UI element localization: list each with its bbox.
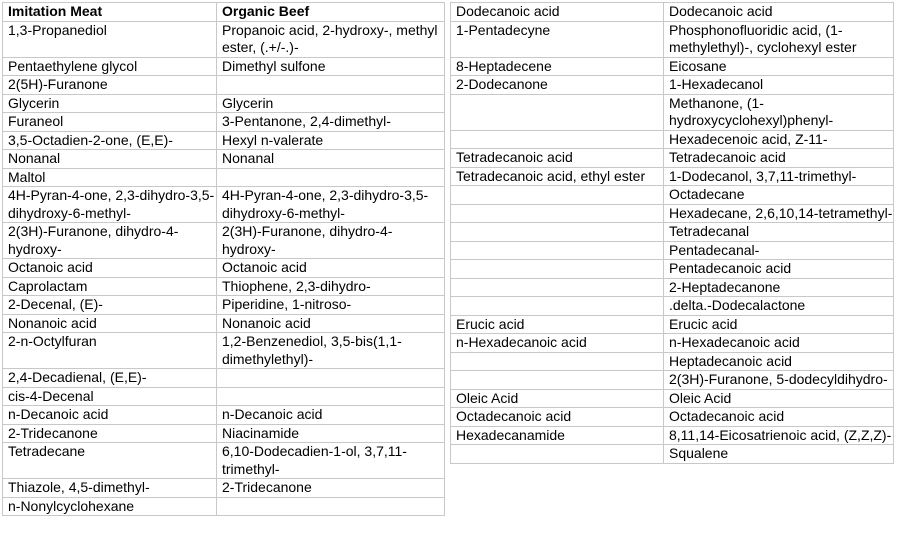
imitation-meat-cell: Octadecanoic acid bbox=[451, 408, 664, 427]
organic-beef-cell: .delta.-Dodecalactone bbox=[664, 297, 894, 316]
organic-beef-cell: Hexadecenoic acid, Z-11- bbox=[664, 130, 894, 149]
table-row bbox=[3, 223, 445, 259]
table-row bbox=[451, 3, 894, 22]
table-row bbox=[3, 94, 445, 113]
organic-beef-cell: Octadecanoic acid bbox=[664, 408, 894, 427]
organic-beef-cell: Pentadecanal- bbox=[664, 241, 894, 260]
table-row bbox=[3, 277, 445, 296]
table-row bbox=[3, 333, 445, 369]
organic-beef-cell bbox=[217, 76, 445, 95]
organic-beef-cell: n-Decanoic acid bbox=[217, 406, 445, 425]
organic-beef-cell: Propanoic acid, 2-hydroxy-, methyl ester, (.+/-.)- bbox=[217, 21, 445, 57]
organic-beef-cell: Pentadecanoic acid bbox=[664, 260, 894, 279]
imitation-meat-cell: 2(3H)-Furanone, dihydro-4-hydroxy- bbox=[3, 223, 217, 259]
table-row bbox=[451, 130, 894, 149]
table-row bbox=[3, 259, 445, 278]
imitation-meat-cell bbox=[451, 445, 664, 464]
table-row bbox=[3, 187, 445, 223]
imitation-meat-cell: 4H-Pyran-4-one, 2,3-dihydro-3,5-dihydroxy-6-methyl- bbox=[3, 187, 217, 223]
organic-beef-cell: Squalene bbox=[664, 445, 894, 464]
table-row bbox=[451, 76, 894, 95]
imitation-meat-cell bbox=[451, 371, 664, 390]
table-row bbox=[451, 334, 894, 353]
imitation-meat-cell: 2,4-Decadienal, (E,E)- bbox=[3, 369, 217, 388]
table-row bbox=[451, 167, 894, 186]
organic-beef-cell: 1-Dodecanol, 3,7,11-trimethyl- bbox=[664, 167, 894, 186]
organic-beef-cell: Dodecanoic acid bbox=[664, 3, 894, 22]
table-row bbox=[3, 21, 445, 57]
table-row bbox=[451, 223, 894, 242]
table-header-row bbox=[3, 3, 445, 22]
imitation-meat-cell bbox=[451, 186, 664, 205]
imitation-meat-cell bbox=[451, 130, 664, 149]
imitation-meat-cell bbox=[451, 204, 664, 223]
table-row bbox=[3, 479, 445, 498]
organic-beef-cell: Nonanoic acid bbox=[217, 314, 445, 333]
organic-beef-cell: Glycerin bbox=[217, 94, 445, 113]
table-row bbox=[451, 352, 894, 371]
imitation-meat-cell: cis-4-Decenal bbox=[3, 387, 217, 406]
imitation-meat-cell: Dodecanoic acid bbox=[451, 3, 664, 22]
table-row bbox=[451, 371, 894, 390]
organic-beef-cell: Dimethyl sulfone bbox=[217, 57, 445, 76]
imitation-meat-cell: Octanoic acid bbox=[3, 259, 217, 278]
table-row bbox=[451, 297, 894, 316]
table-row bbox=[3, 76, 445, 95]
organic-beef-cell: 2-Heptadecanone bbox=[664, 278, 894, 297]
organic-beef-cell: Methanone, (1-hydroxycyclohexyl)phenyl- bbox=[664, 94, 894, 130]
table-row bbox=[451, 426, 894, 445]
right-table-body bbox=[451, 3, 894, 464]
imitation-meat-cell: Furaneol bbox=[3, 113, 217, 132]
organic-beef-cell: Octanoic acid bbox=[217, 259, 445, 278]
imitation-meat-cell: n-Nonylcyclohexane bbox=[3, 497, 217, 516]
right-compound-table bbox=[450, 2, 894, 464]
table-row bbox=[3, 497, 445, 516]
imitation-meat-cell bbox=[451, 223, 664, 242]
organic-beef-cell: Heptadecanoic acid bbox=[664, 352, 894, 371]
table-row bbox=[3, 113, 445, 132]
header-organic-beef: Organic Beef bbox=[217, 3, 445, 22]
table-row bbox=[451, 260, 894, 279]
organic-beef-cell bbox=[217, 387, 445, 406]
table-row bbox=[3, 296, 445, 315]
imitation-meat-cell: Tetradecanoic acid bbox=[451, 149, 664, 168]
table-row bbox=[451, 408, 894, 427]
left-compound-table bbox=[2, 2, 445, 516]
organic-beef-cell bbox=[217, 497, 445, 516]
table-row bbox=[3, 57, 445, 76]
imitation-meat-cell bbox=[451, 352, 664, 371]
organic-beef-cell bbox=[217, 168, 445, 187]
imitation-meat-cell: 3,5-Octadien-2-one, (E,E)- bbox=[3, 131, 217, 150]
organic-beef-cell: 8,11,14-Eicosatrienoic acid, (Z,Z,Z)- bbox=[664, 426, 894, 445]
table-row bbox=[451, 445, 894, 464]
organic-beef-cell: Hexadecane, 2,6,10,14-tetramethyl- bbox=[664, 204, 894, 223]
table-row bbox=[451, 94, 894, 130]
table-row bbox=[3, 314, 445, 333]
imitation-meat-cell: n-Hexadecanoic acid bbox=[451, 334, 664, 353]
imitation-meat-cell: Glycerin bbox=[3, 94, 217, 113]
organic-beef-cell: 1,2-Benzenediol, 3,5-bis(1,1-dimethylethyl)- bbox=[217, 333, 445, 369]
table-row bbox=[3, 168, 445, 187]
table-row bbox=[451, 21, 894, 57]
table-row bbox=[3, 131, 445, 150]
imitation-meat-cell bbox=[451, 278, 664, 297]
organic-beef-cell: 4H-Pyran-4-one, 2,3-dihydro-3,5-dihydroxy-6-methyl- bbox=[217, 187, 445, 223]
organic-beef-cell: Hexyl n-valerate bbox=[217, 131, 445, 150]
organic-beef-cell: Phosphonofluoridic acid, (1-methylethyl)-, cyclohexyl ester bbox=[664, 21, 894, 57]
organic-beef-cell: Niacinamide bbox=[217, 424, 445, 443]
table-row bbox=[451, 241, 894, 260]
imitation-meat-cell: 2-Decenal, (E)- bbox=[3, 296, 217, 315]
imitation-meat-cell: 1,3-Propanediol bbox=[3, 21, 217, 57]
table-row bbox=[3, 387, 445, 406]
imitation-meat-cell: Thiazole, 4,5-dimethyl- bbox=[3, 479, 217, 498]
imitation-meat-cell bbox=[451, 260, 664, 279]
organic-beef-cell: 2-Tridecanone bbox=[217, 479, 445, 498]
organic-beef-cell: Piperidine, 1-nitroso- bbox=[217, 296, 445, 315]
table-row bbox=[451, 278, 894, 297]
table-row bbox=[3, 150, 445, 169]
imitation-meat-cell bbox=[451, 241, 664, 260]
imitation-meat-cell: 1-Pentadecyne bbox=[451, 21, 664, 57]
organic-beef-cell: 2(3H)-Furanone, dihydro-4-hydroxy- bbox=[217, 223, 445, 259]
imitation-meat-cell: Tetradecanoic acid, ethyl ester bbox=[451, 167, 664, 186]
table-row bbox=[451, 149, 894, 168]
imitation-meat-cell: Nonanal bbox=[3, 150, 217, 169]
header-imitation-meat: Imitation Meat bbox=[3, 3, 217, 22]
table-row bbox=[3, 406, 445, 425]
table-row bbox=[3, 369, 445, 388]
table-row bbox=[3, 424, 445, 443]
organic-beef-cell: Erucic acid bbox=[664, 315, 894, 334]
table-row bbox=[451, 57, 894, 76]
organic-beef-cell: 2(3H)-Furanone, 5-dodecyldihydro- bbox=[664, 371, 894, 390]
table-row bbox=[3, 443, 445, 479]
left-table-body bbox=[3, 21, 445, 516]
imitation-meat-cell: Tetradecane bbox=[3, 443, 217, 479]
imitation-meat-cell: Oleic Acid bbox=[451, 389, 664, 408]
imitation-meat-cell: n-Decanoic acid bbox=[3, 406, 217, 425]
table-row bbox=[451, 186, 894, 205]
imitation-meat-cell bbox=[451, 297, 664, 316]
table-row bbox=[451, 389, 894, 408]
organic-beef-cell: Tetradecanoic acid bbox=[664, 149, 894, 168]
organic-beef-cell: 1-Hexadecanol bbox=[664, 76, 894, 95]
imitation-meat-cell: Erucic acid bbox=[451, 315, 664, 334]
table-row bbox=[451, 204, 894, 223]
imitation-meat-cell: Pentaethylene glycol bbox=[3, 57, 217, 76]
organic-beef-cell: 3-Pentanone, 2,4-dimethyl- bbox=[217, 113, 445, 132]
imitation-meat-cell: 2(5H)-Furanone bbox=[3, 76, 217, 95]
organic-beef-cell: Eicosane bbox=[664, 57, 894, 76]
imitation-meat-cell: Maltol bbox=[3, 168, 217, 187]
organic-beef-cell: Oleic Acid bbox=[664, 389, 894, 408]
organic-beef-cell: Tetradecanal bbox=[664, 223, 894, 242]
imitation-meat-cell: Hexadecanamide bbox=[451, 426, 664, 445]
imitation-meat-cell: Caprolactam bbox=[3, 277, 217, 296]
organic-beef-cell: 6,10-Dodecadien-1-ol, 3,7,11-trimethyl- bbox=[217, 443, 445, 479]
table-row bbox=[451, 315, 894, 334]
imitation-meat-cell: Nonanoic acid bbox=[3, 314, 217, 333]
organic-beef-cell: Octadecane bbox=[664, 186, 894, 205]
organic-beef-cell: n-Hexadecanoic acid bbox=[664, 334, 894, 353]
imitation-meat-cell bbox=[451, 94, 664, 130]
imitation-meat-cell: 2-Dodecanone bbox=[451, 76, 664, 95]
organic-beef-cell: Nonanal bbox=[217, 150, 445, 169]
imitation-meat-cell: 2-n-Octylfuran bbox=[3, 333, 217, 369]
imitation-meat-cell: 8-Heptadecene bbox=[451, 57, 664, 76]
imitation-meat-cell: 2-Tridecanone bbox=[3, 424, 217, 443]
organic-beef-cell: Thiophene, 2,3-dihydro- bbox=[217, 277, 445, 296]
organic-beef-cell bbox=[217, 369, 445, 388]
